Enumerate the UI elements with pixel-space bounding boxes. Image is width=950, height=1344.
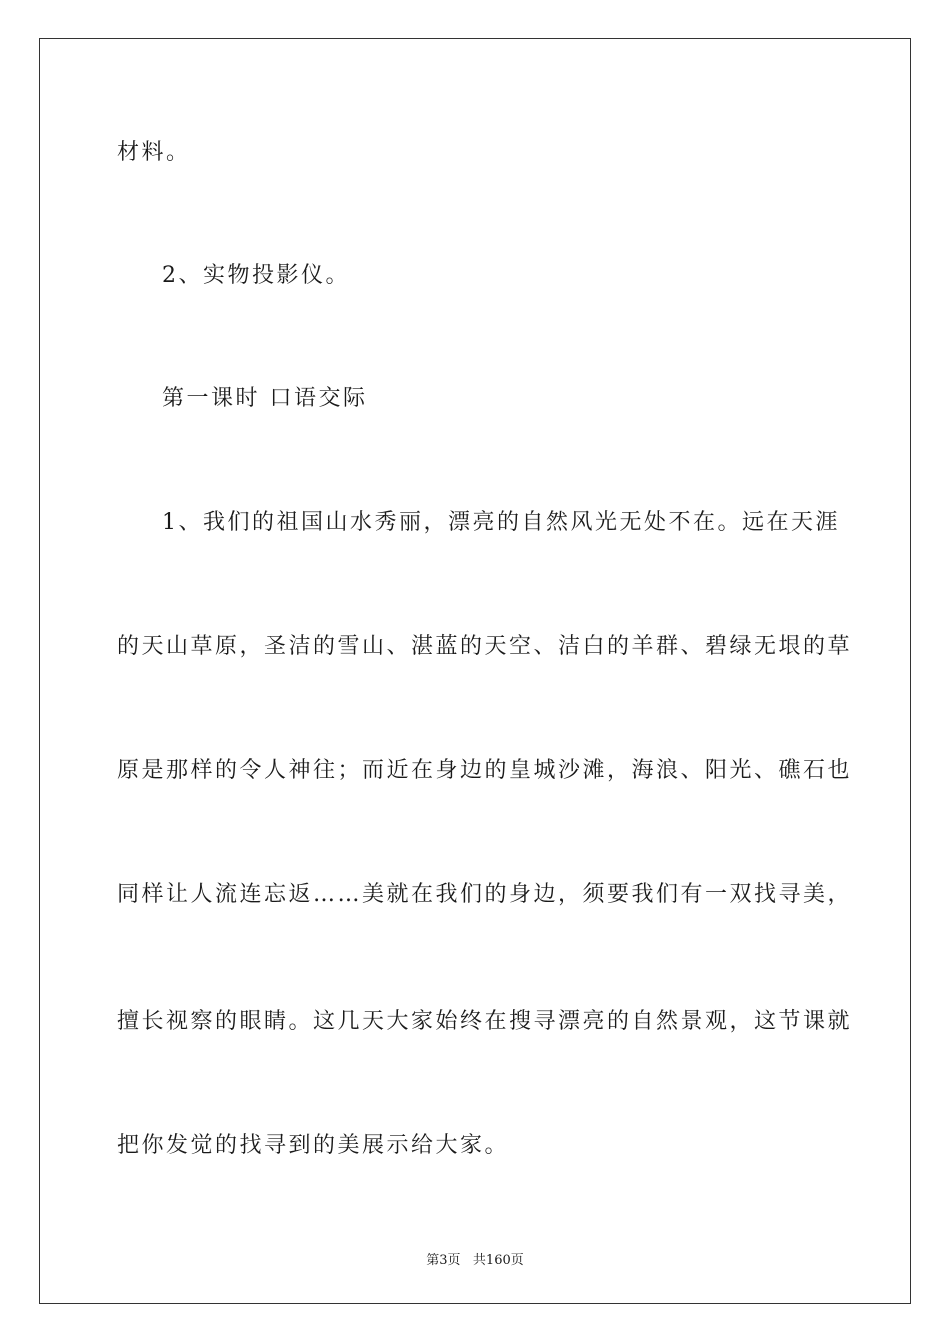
paragraph-line-5: 擅长视察的眼睛。这几天大家始终在搜寻漂亮的自然景观，这节课就 <box>117 1009 853 1034</box>
page-frame <box>39 38 911 1304</box>
text-line-1: 材料。 <box>117 140 191 165</box>
paragraph-line-3: 原是那样的令人神往；而近在身边的皇城沙滩，海浪、阳光、礁石也 <box>117 758 853 783</box>
paragraph-line-2: 的天山草原，圣洁的雪山、湛蓝的天空、洁白的羊群、碧绿无垠的草 <box>117 634 853 659</box>
list-item-2: 2、实物投影仪。 <box>162 263 350 288</box>
page-footer <box>0 1249 950 1268</box>
paragraph-line-4: 同样让人流连忘返……美就在我们的身边，须要我们有一双找寻美， <box>117 882 853 907</box>
section-heading: 第一课时 口语交际 <box>162 386 368 411</box>
paragraph-line-6: 把你发觉的找寻到的美展示给大家。 <box>117 1133 510 1158</box>
paragraph-line-1: 1、我们的祖国山水秀丽，漂亮的自然风光无处不在。远在天涯 <box>162 510 840 535</box>
page-total: 共160页 <box>472 1253 524 1268</box>
page-number: 第3页 <box>426 1253 461 1268</box>
